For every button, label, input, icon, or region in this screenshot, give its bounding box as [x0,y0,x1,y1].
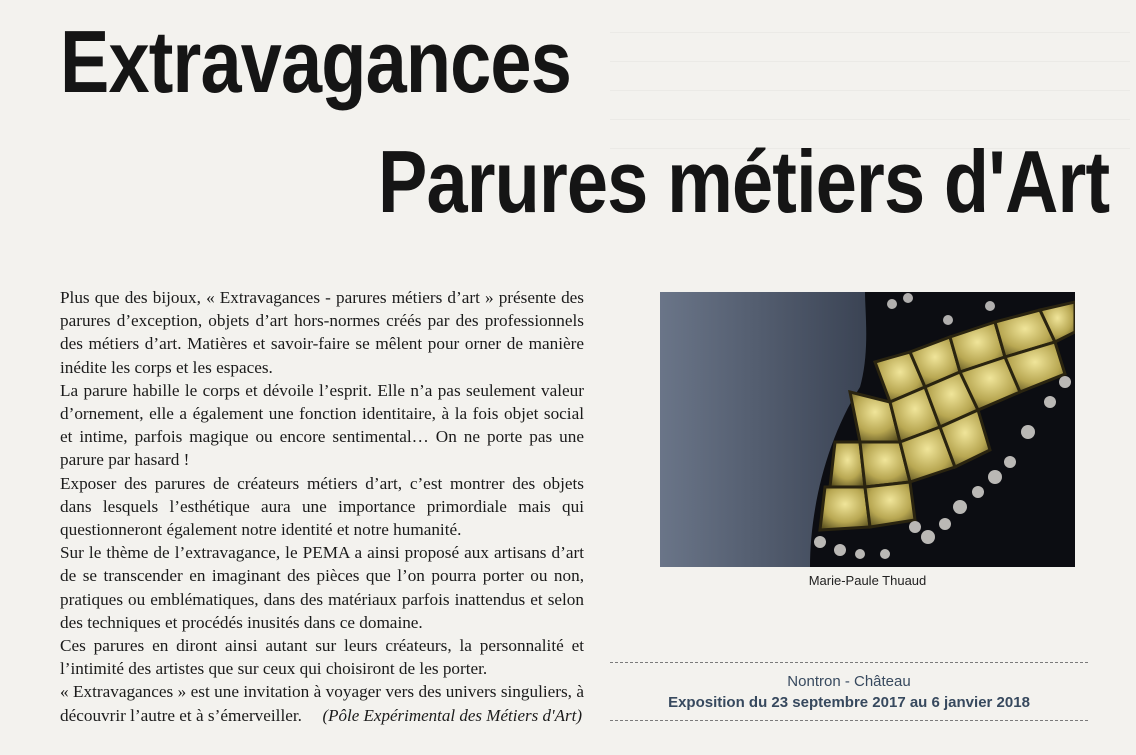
article-body [60,286,584,727]
exhibition-dates: Exposition du 23 septembre 2017 au 6 janvier 2018 [668,694,1030,711]
body-paragraph: Sur le thème de l’extravagance, le PEMA a ainsi proposé aux artisans d’art de se transcender en imaginant des pièces que l’on pourra porter ou non, pratiques ou emblématiques, dans des matériaux parfois inattendus et selon des techniques et procédés inusités dans ce domaine. [60,543,584,632]
parure-collar-image [660,292,1075,567]
body-paragraph: Ces parures en diront ainsi autant sur leurs créateurs, la personnalité et l’intimité des artistes que sur ceux qui choisiront de les porter. [60,636,584,679]
article-title-line-2: Parures métiers d'Art [378,132,1110,231]
body-paragraph: Plus que des bijoux, « Extravagances - parures métiers d’art » présente des parures d’exception, objets d’art hors-normes créés par des professionnels des métiers d’art. Matières et savoir-faire se mêlent pour orner de manière inédite les corps et les espaces. [60,288,584,377]
divider-bottom [610,720,1088,721]
article-signature: (Pôle Expérimental des Métiers d'Art) [322,706,582,725]
body-paragraph: « Extravagances » est une invitation à voyager vers des univers singuliers, à découvrir l’autre et à s’émerveiller. [60,682,584,725]
article-title-line-1: Extravagances [60,12,571,111]
body-paragraph: Exposer des parures de créateurs métiers d’art, c’est montrer des objets dans lesquels l’esthétique aura une importance primordiale mais qui questionneront également notre identité et notre humanité. [60,473,584,540]
exhibition-location: Nontron - Château [787,673,911,690]
photo-caption: Marie-Paule Thuaud [808,573,927,588]
body-paragraph: La parure habille le corps et dévoile l’esprit. Elle n’a pas seulement valeur d’ornement, elle a également une fonction identitaire, à la fois objet social et intime, parfois magique ou encore sentimental… On ne porte pas une parure par hasard ! [60,380,584,470]
divider-top [610,662,1088,663]
artwork-photo [660,292,1075,567]
